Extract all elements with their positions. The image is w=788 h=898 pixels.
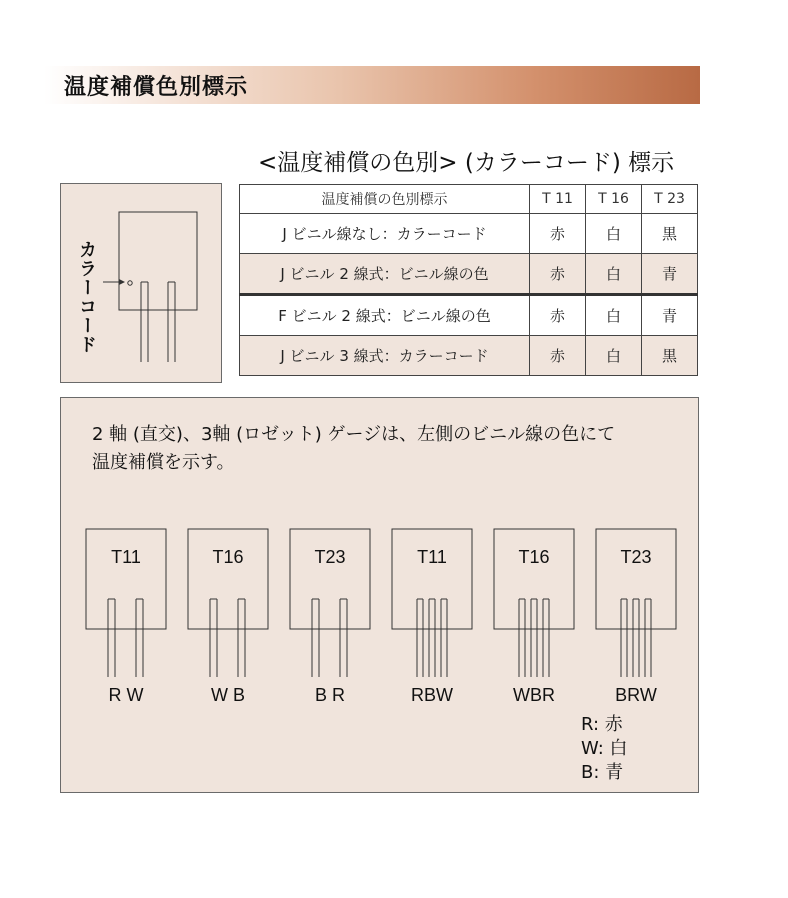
gauge-box [596,529,676,629]
table-cell: 白 [586,336,642,376]
gauge-item [188,529,268,705]
gauge-item [86,529,166,705]
table-header: T 23 [642,185,698,214]
gauge-item [392,529,472,705]
wire-label: W B [211,685,245,705]
gauge-label: T16 [518,547,550,567]
gauge-box [392,529,472,629]
gauge-box [494,529,574,629]
table-cell: 白 [586,295,642,336]
section-subtitle: <温度補償の色別> (カラーコード) 標示 [258,150,675,176]
table-cell: J ビニル 3 線式：カラーコード [240,336,530,376]
table-cell: 黒 [642,214,698,254]
wire-label: WBR [513,685,555,705]
gauge-box [290,529,370,629]
table-cell: J ビニル 2 線式：ビニル線の色 [240,254,530,295]
table-cell: 黒 [642,336,698,376]
wire-label: RBW [411,685,453,705]
table-cell: F ビニル 2 線式：ビニル線の色 [240,295,530,336]
table-cell: 赤 [530,336,586,376]
table-cell: 赤 [530,214,586,254]
table-cell: 青 [642,254,698,295]
table-cell: J ビニル線なし：カラーコード [240,214,530,254]
gauge-label: T16 [212,547,244,567]
wire-label: R W [108,685,144,705]
gauge-box [86,529,166,629]
table-cell: 赤 [530,254,586,295]
legend-item: B: 青 [581,762,624,783]
gauge-label: T11 [417,547,447,567]
gauge-label: T23 [620,547,652,567]
legend-item: W: 白 [581,738,628,759]
table-cell: 青 [642,295,698,336]
legend-item: R: 赤 [581,714,623,735]
wire-label: B R [314,685,346,705]
table-cell: 白 [586,214,642,254]
gauge-item [290,529,370,705]
description-line: 温度補償を示す。 [92,452,235,473]
color-code-label: カラーコード [76,240,97,354]
gauge-label: T11 [111,547,141,567]
table-header: 温度補償の色別標示 [240,185,530,214]
table-cell: 赤 [530,295,586,336]
table-header: T 11 [530,185,586,214]
gauge-item [596,529,676,705]
table-header: T 16 [586,185,642,214]
page-title: 温度補償色別標示 [64,75,249,100]
gauge-box [188,529,268,629]
gauge-item [494,529,574,705]
description-line: 2 軸 (直交)、3軸 (ロゼット) ゲージは、左側のビニル線の色にて [92,424,616,445]
wire-label: BRW [615,685,657,705]
table-cell: 白 [586,254,642,295]
wire-color-legend [581,713,628,785]
gauge-label: T23 [314,547,346,567]
